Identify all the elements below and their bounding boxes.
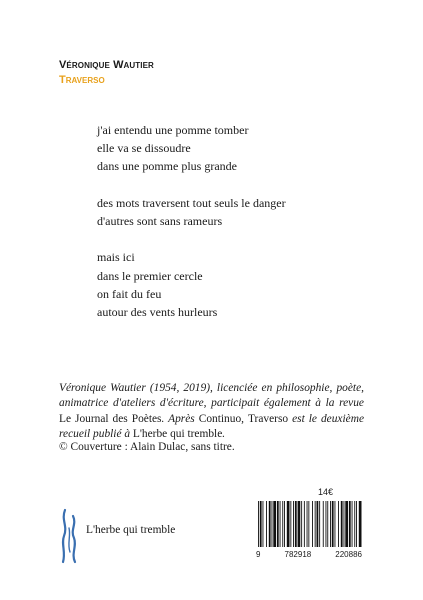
bio-text: . (222, 427, 226, 440)
poem-line: mais ici (97, 250, 135, 265)
barcode-icon (256, 499, 362, 549)
journal-name: Le Journal des Poètes (59, 412, 162, 425)
book-title: Traverso (59, 74, 105, 86)
author-name: Véronique Wautier (59, 59, 154, 71)
bio-text: Véronique Wautier (1954, 2019), licenciée en philosophie, poète, animatrice d'ateliers d'écriture, participait également à la revue (59, 382, 364, 410)
bio-text: est le deuxième recueil publié à (59, 412, 364, 440)
poem-excerpt (97, 121, 286, 339)
cover-credit: © Couverture : Alain Dulac, sans titre. (59, 441, 235, 453)
barcode-number (256, 550, 362, 559)
poem-line: j'ai entendu une pomme tomber (97, 123, 249, 137)
barcode-group: 782918 (284, 550, 312, 559)
publisher-logo-icon (59, 506, 81, 564)
poem-line: dans une pomme plus grande (97, 159, 237, 174)
book-name: Continuo (198, 412, 242, 425)
barcode-lead-digit: 9 (256, 550, 261, 559)
poem-line: dans le premier cercle (97, 268, 203, 283)
publisher-name: L'herbe qui tremble (86, 524, 176, 536)
poem-stanza (97, 121, 286, 176)
price-label: 14€ (318, 487, 334, 497)
publisher-name: L'herbe qui tremble (132, 427, 223, 440)
bio-text: , (241, 412, 248, 425)
book-name: Traverso (248, 412, 289, 425)
poem-stanza (97, 194, 286, 230)
bio-text: . Après (161, 412, 199, 425)
poem-line: d'autres sont sans rameurs (97, 214, 223, 228)
poem-line: autour des vents hurleurs (97, 305, 218, 319)
author-bio (59, 381, 364, 442)
poem-line: on fait du feu (97, 286, 162, 301)
barcode-group: 220886 (335, 550, 362, 559)
poem-line: elle va se dissoudre (97, 141, 191, 156)
poem-stanza (97, 248, 286, 321)
poem-line: des mots traversent tout seuls le danger (97, 195, 286, 210)
